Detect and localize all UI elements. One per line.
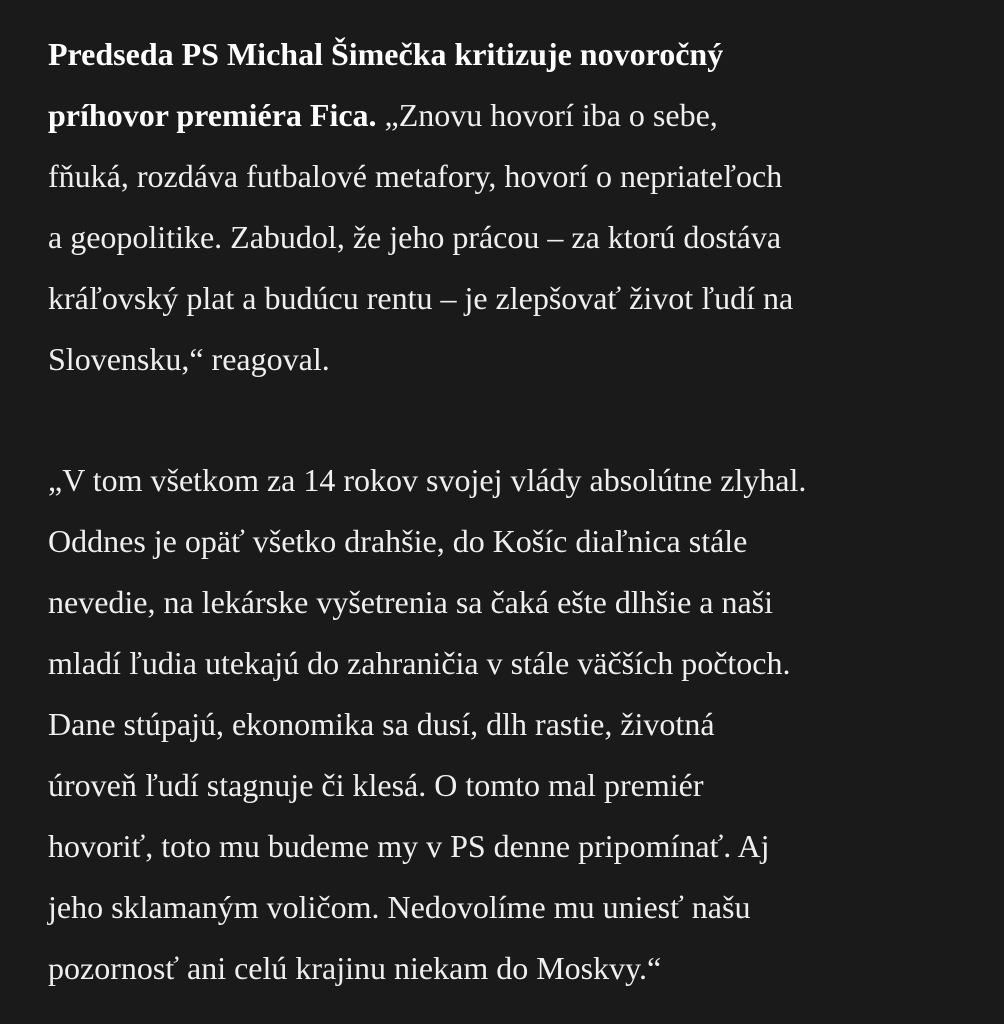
paragraph-2-line-7: hovoriť, toto mu budeme my v PS denne pripomínať. Aj [48,828,770,864]
paragraph-2-line-3: nevedie, na lekárske vyšetrenia sa čaká ešte dlhšie a naši [48,584,774,620]
paragraph-2-line-1: „V tom všetkom za 14 rokov svojej vlády absolútne zlyhal. [48,462,807,498]
paragraph-1-line-2 [48,85,978,146]
lead-text-line-2: príhovor premiéra Fica. [48,97,377,133]
paragraph-2-line-6: úroveň ľudí stagnuje či klesá. O tomto mal premiér [48,767,704,803]
paragraph-2-line-8: jeho sklamaným voličom. Nedovolíme mu uniesť našu [48,889,751,925]
paragraph-2 [48,450,978,999]
paragraph-1-line-6: Slovensku,“ reagoval. [48,341,330,377]
paragraph-2-line-5: Dane stúpajú, ekonomika sa dusí, dlh rastie, životná [48,706,715,742]
paragraph-2-line-4: mladí ľudia utekajú do zahraničia v stále väčších počtoch. [48,645,791,681]
paragraph-1-line-5: kráľovský plat a budúcu rentu – je zlepšovať život ľudí na [48,280,794,316]
article-body [48,24,978,999]
paragraph-1-line-4: a geopolitike. Zabudol, že jeho prácou – za ktorú dostáva [48,219,782,255]
quote-start: „Znovu hovorí iba o sebe, [376,97,718,133]
lead-text-line-1: Predseda PS Michal Šimečka kritizuje novoročný [48,36,724,72]
paragraph-1 [48,24,978,390]
paragraph-2-line-2: Oddnes je opäť všetko drahšie, do Košíc diaľnica stále [48,523,748,559]
paragraph-1-line-3: fňuká, rozdáva futbalové metafory, hovorí o nepriateľoch [48,158,783,194]
paragraph-2-line-9: pozornosť ani celú krajinu niekam do Moskvy.“ [48,950,662,986]
